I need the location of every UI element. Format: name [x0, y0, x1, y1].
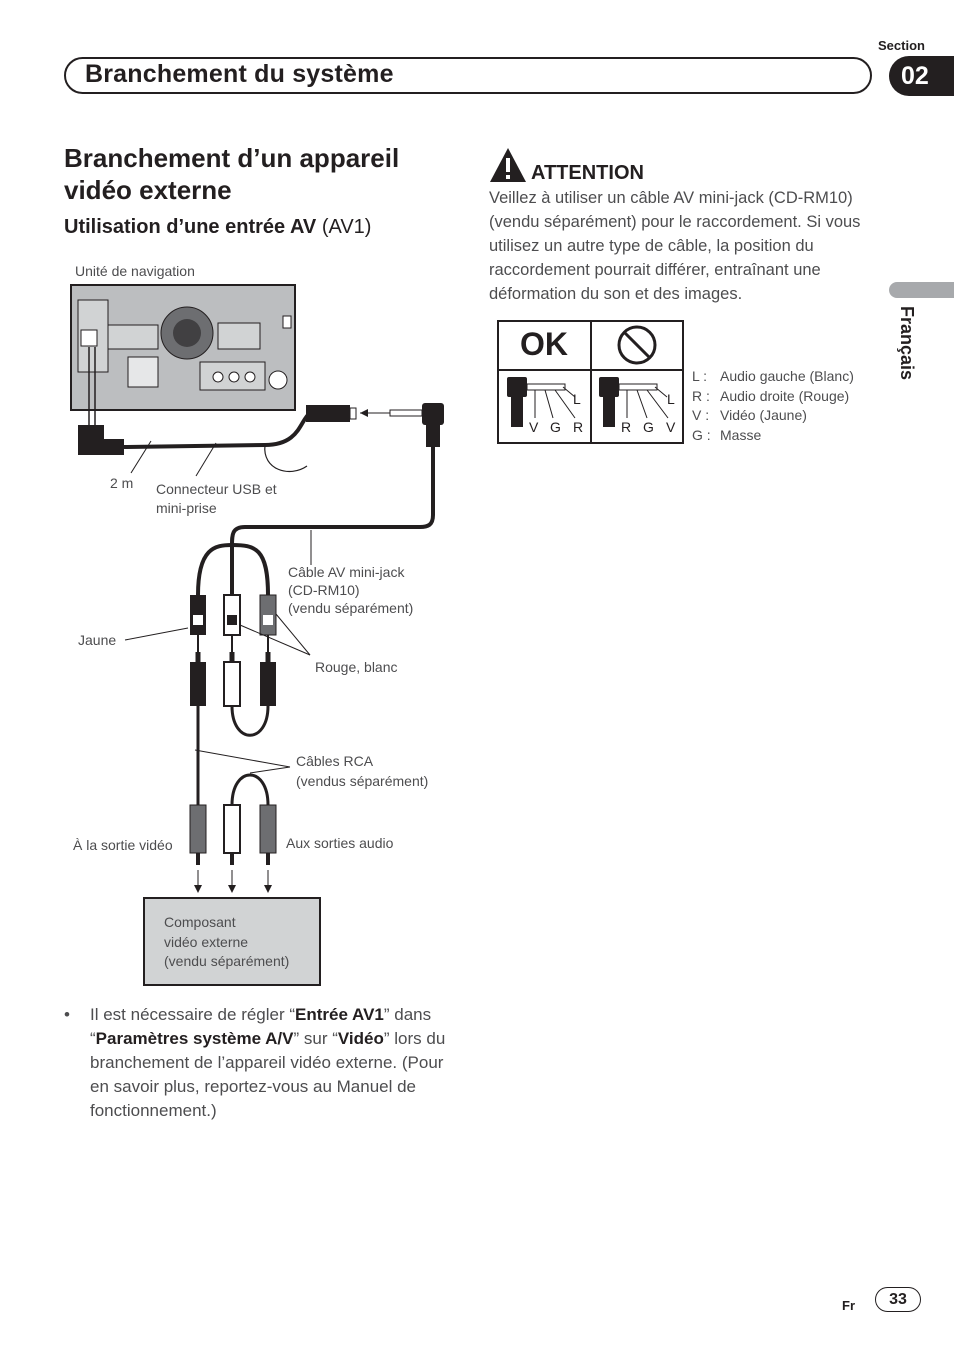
subsection-title-bold: Utilisation d’une entrée AV	[64, 216, 317, 238]
navigation-unit-illustration	[71, 285, 295, 410]
nav-unit-label: Unité de navigation	[75, 263, 195, 279]
section-label: Section	[878, 38, 925, 53]
legend-value: Audio droite (Rouge)	[720, 387, 850, 404]
note-text-part: ” lors du branchement de l’appareil vidéo externe. (Pour en savoir plus, reportez-vous au Manuel de fonctionnement.)	[90, 1029, 446, 1120]
bad-pin-3: V	[666, 419, 676, 435]
legend-key: V :	[692, 407, 710, 423]
usb-miniplug-connector	[78, 425, 124, 455]
ok-tip-label: L	[573, 391, 581, 407]
bad-pin-1: R	[621, 419, 632, 435]
legend-key: R :	[692, 387, 710, 404]
rca-plug-red-1	[260, 595, 276, 635]
rca-plug-white-1	[224, 595, 240, 635]
section-number-badge: 02	[889, 56, 954, 96]
note-text-part: ” sur “	[293, 1029, 338, 1048]
mini-jack-plug	[390, 403, 444, 447]
pin-legend	[692, 367, 854, 445]
legend-key: G :	[692, 426, 711, 443]
rca-plug-yellow-1	[190, 595, 206, 635]
bullet-marker: •	[64, 1005, 70, 1024]
header-title: Branchement du système	[85, 60, 394, 88]
external-video-component-label: Composant vidéo externe (vendu séparément)	[164, 914, 290, 969]
note-text-part: ” dans “	[90, 1005, 432, 1048]
legend-key: L :	[692, 368, 708, 384]
note-setting-name: Entrée AV1	[295, 1005, 384, 1024]
page-number: 33	[875, 1287, 921, 1312]
audio-output-label: Aux sorties audio	[286, 835, 394, 851]
page-title: Branchement d’un appareil vidéo externe	[64, 143, 400, 205]
setting-note	[64, 1003, 449, 1123]
note-text-part: Il est nécessaire de régler “	[90, 1005, 296, 1024]
legend-row	[692, 387, 854, 407]
warning-icon	[490, 148, 526, 182]
av-cable-label: Câble AV mini-jack (CD-RM10) (vendu séparément)	[288, 564, 414, 616]
usb-connector-label: Connecteur USB et mini-prise	[156, 481, 277, 516]
ok-pin-1: V	[529, 419, 539, 435]
legend-row	[692, 426, 854, 446]
note-menu-name: Paramètres système A/V	[95, 1029, 294, 1048]
red-white-plug-label: Rouge, blanc	[315, 659, 398, 675]
attention-body: Veillez à utiliser un câble AV mini-jack (CD-RM10) (vendu séparément) pour le raccordement. Si vous utilisez un autre type de câble, la position du raccordement pourrait différer, entraînant une déformation du son et des images.	[489, 189, 861, 303]
cable-length-label: 2 m	[110, 475, 134, 491]
legend-value: Vidéo (Jaune)	[720, 407, 807, 423]
ok-pin-3: R	[573, 419, 584, 435]
legend-row	[692, 406, 854, 426]
note-value-name: Vidéo	[337, 1029, 384, 1048]
legend-value: Masse	[720, 426, 762, 443]
legend-row	[692, 367, 854, 387]
ok-pin-2: G	[550, 419, 561, 435]
ok-label: OK	[520, 326, 568, 362]
language-label: Français	[897, 306, 917, 381]
legend-value: Audio gauche (Blanc)	[720, 368, 854, 384]
language-code: Fr	[842, 1298, 855, 1313]
attention-title: ATTENTION	[531, 162, 644, 184]
note-text	[90, 1003, 449, 1123]
video-output-label: À la sortie vidéo	[73, 837, 173, 853]
bad-tip-label: L	[667, 391, 675, 407]
bad-pin-2: G	[643, 419, 654, 435]
yellow-plug-label: Jaune	[78, 632, 117, 648]
rca-cables-label: Câbles RCA (vendus séparément)	[296, 753, 429, 789]
subsection-title-input: (AV1)	[321, 216, 372, 238]
